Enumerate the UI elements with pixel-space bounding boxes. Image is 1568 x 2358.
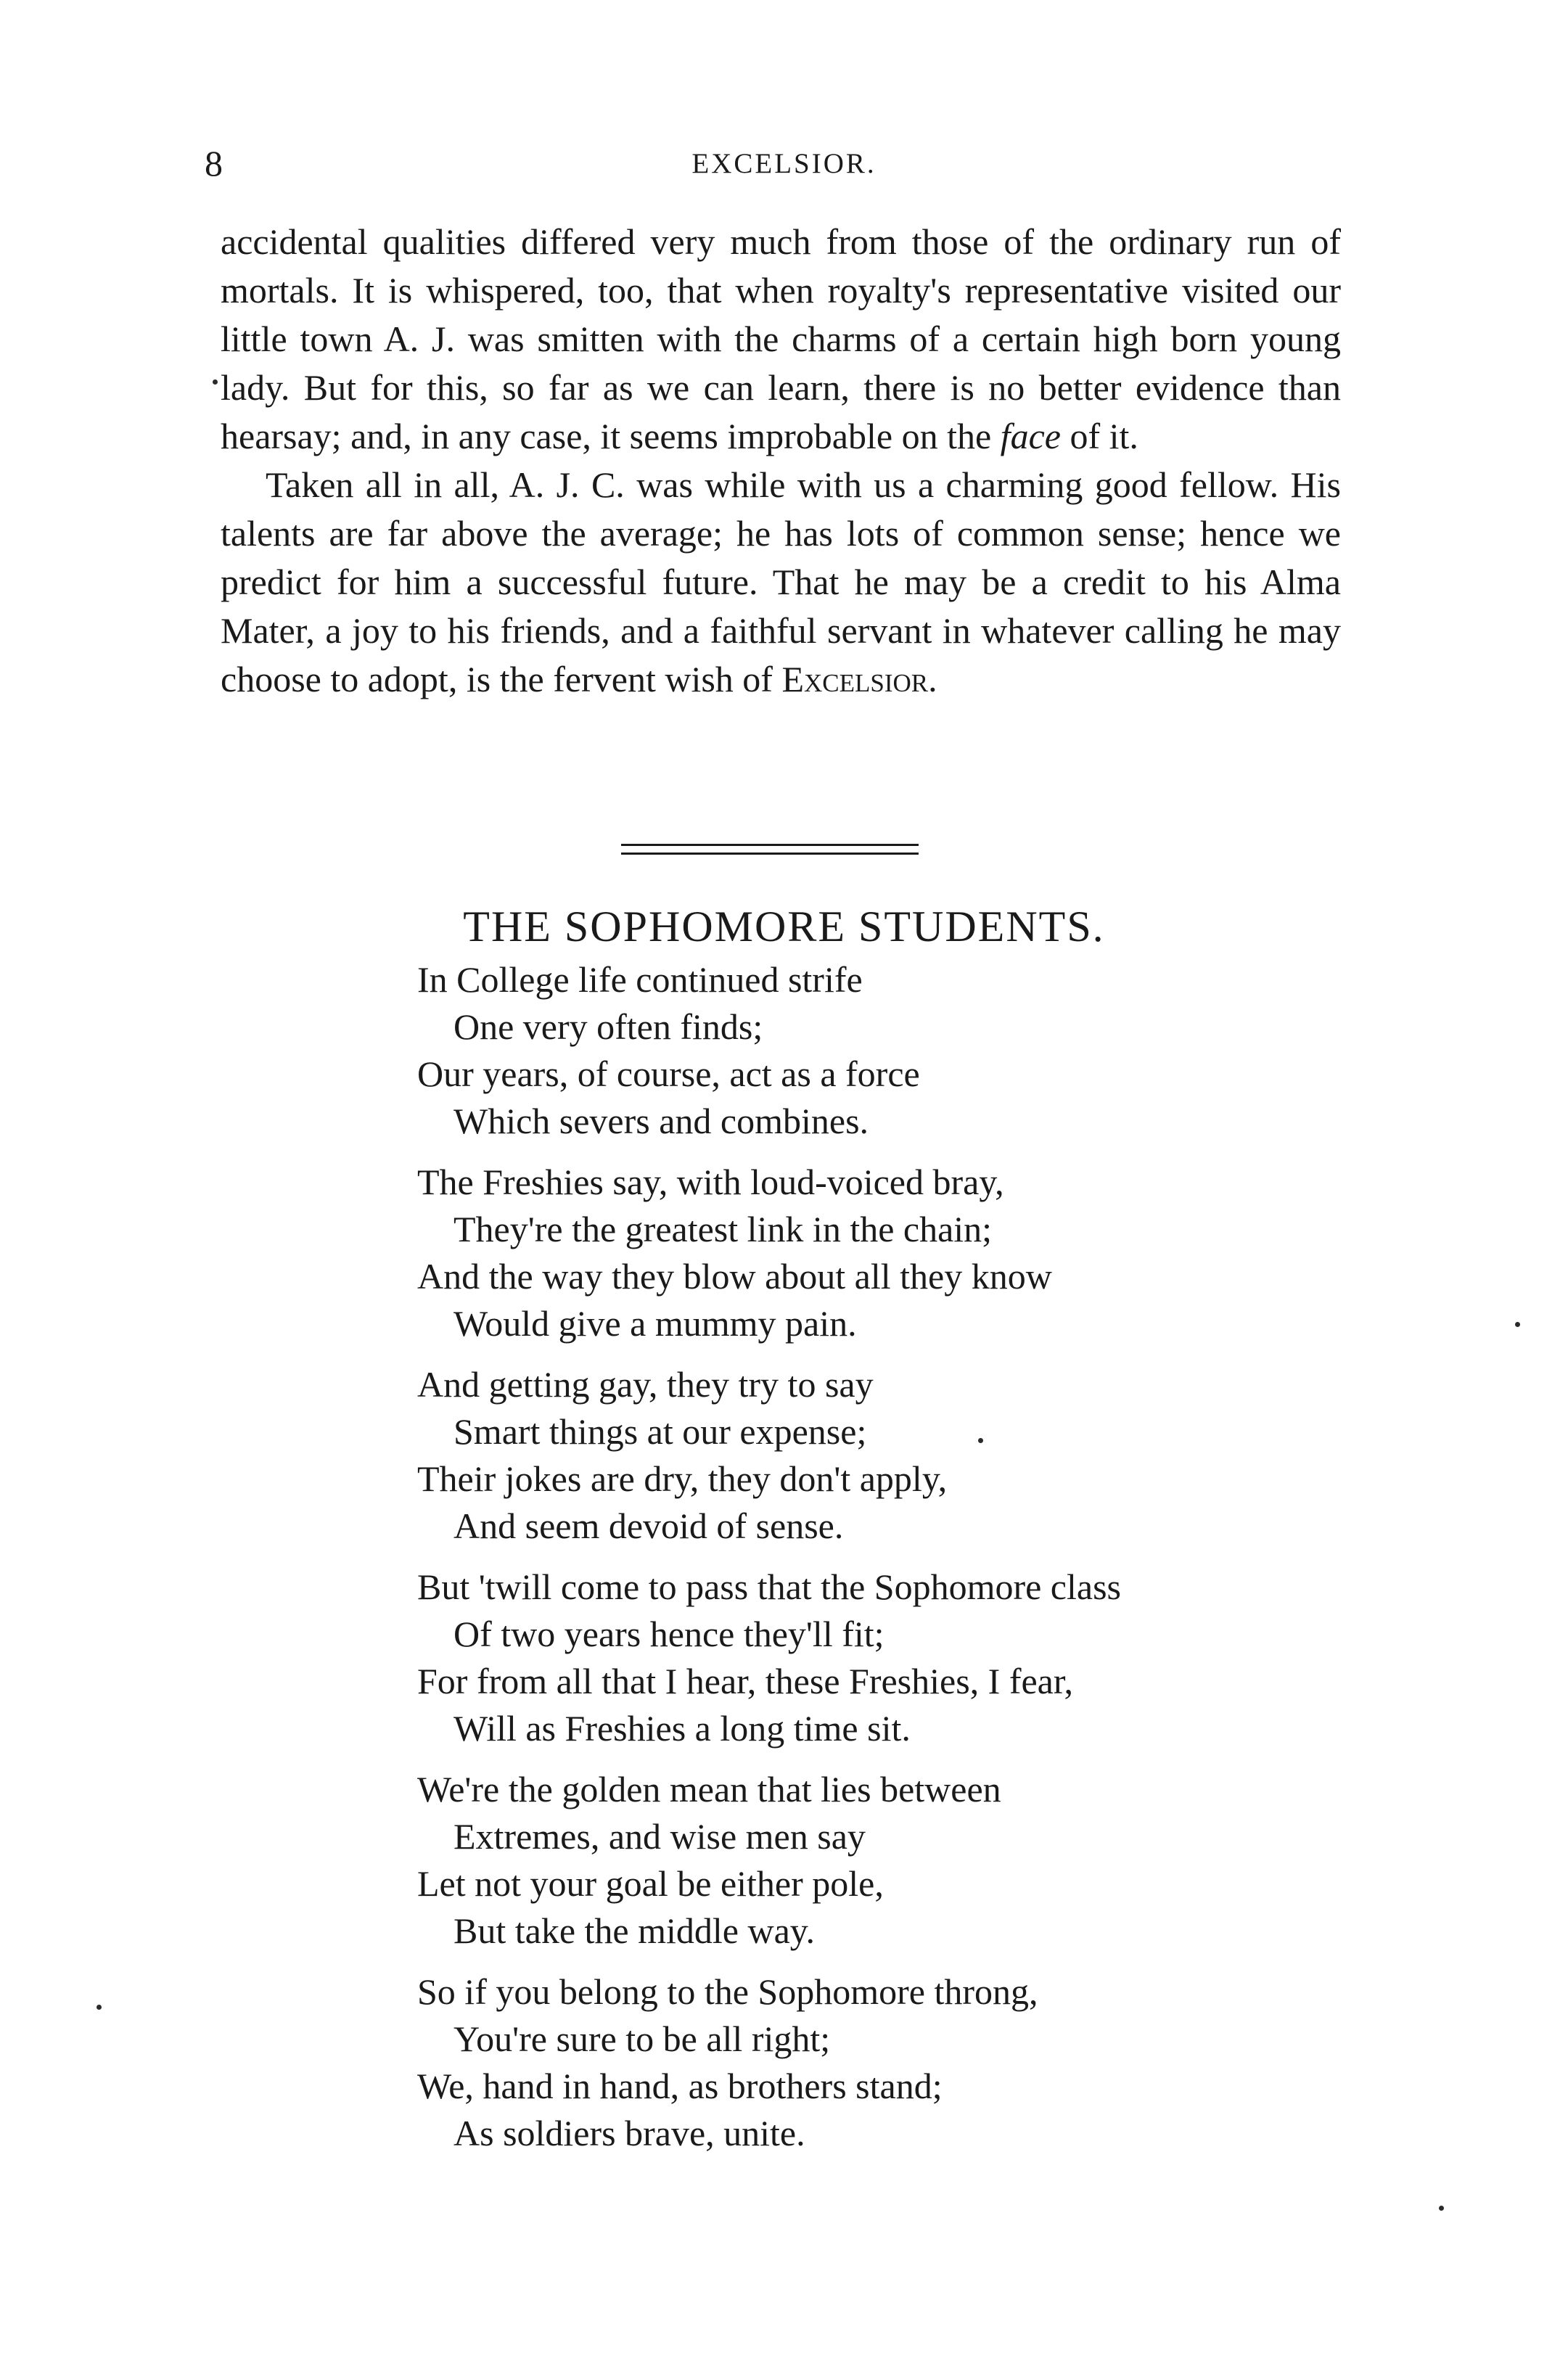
poem-line: And seem devoid of sense. <box>453 1505 844 1546</box>
page-number: 8 <box>205 143 223 184</box>
poem-line: One very often finds; <box>453 1006 763 1047</box>
poem-line: But take the middle way. <box>453 1910 816 1951</box>
poem-line: In College life continued strife <box>417 959 863 1000</box>
poem-title: THE SOPHOMORE STUDENTS. <box>463 903 1105 950</box>
poem-line: As soldiers brave, unite. <box>453 2113 805 2153</box>
poem-line: They're the greatest link in the chain; <box>453 1209 993 1249</box>
article-body <box>221 218 1341 704</box>
poem-line: So if you belong to the Sophomore throng, <box>417 1971 1038 2012</box>
poem-line: Of two years hence they'll fit; <box>453 1614 884 1654</box>
poem-line: Which severs and combines. <box>453 1101 869 1141</box>
stanza-6 <box>417 1968 1433 2157</box>
stanza-1 <box>417 956 1433 1145</box>
stanza-5 <box>417 1766 1433 1955</box>
poem-line: Smart things at our expense; <box>453 1411 867 1452</box>
poem-body <box>417 956 1433 2171</box>
scan-speck <box>978 1438 983 1443</box>
poem-line: The Freshies say, with loud-voiced bray, <box>417 1162 1004 1202</box>
poem-line: You're sure to be all right; <box>453 2018 831 2059</box>
poem-line: And the way they blow about all they know <box>417 1256 1052 1297</box>
poem-line: Would give a mummy pain. <box>453 1303 857 1344</box>
paragraph-1 <box>221 218 1341 461</box>
poem-line: We're the golden mean that lies between <box>417 1769 1001 1809</box>
stanza-2 <box>417 1159 1433 1347</box>
paragraph-1-text: accidental qualities differed very much from those of the ordinary run of mortals. It is whispered, too, that when royalty's representative visited our little town A. J. was smitten with the charms of a certain high born young lady. But for this, so far as we can learn, there is no better evidence than hearsay; and, in any case, it seems improbable on the <box>221 221 1341 456</box>
poem-line: But 'twill come to pass that the Sophomore class <box>417 1566 1121 1607</box>
running-title: EXCELSIOR. <box>691 148 877 179</box>
paragraph-2-end: . <box>928 659 937 699</box>
poem-line: We, hand in hand, as brothers stand; <box>417 2066 943 2106</box>
stanza-4 <box>417 1564 1433 1752</box>
poem-line: Our years, of course, act as a force <box>417 1053 920 1094</box>
poem-line: Will as Freshies a long time sit. <box>453 1708 911 1749</box>
scan-speck <box>1515 1322 1520 1327</box>
poem-line: For from all that I hear, these Freshies, I fear, <box>417 1661 1074 1701</box>
paragraph-2-text: Taken all in all, A. J. C. was while with us a charming good fellow. His talents are far above the average; he has lots of common sense; hence we predict for him a successful future. That he may be a credit to his Alma Mater, a joy to his friends, and a faithful servant in whatever calling he may choose to adopt, is the fervent wish of <box>221 464 1341 699</box>
divider-rule-bottom <box>621 853 919 855</box>
paragraph-2 <box>221 461 1341 704</box>
paragraph-1-end: of it. <box>1060 416 1138 456</box>
paragraph-1-italic: face <box>1000 416 1061 456</box>
poem-line: Let not your goal be either pole, <box>417 1863 884 1904</box>
section-divider <box>621 844 919 855</box>
scan-speck <box>213 379 218 385</box>
scan-speck <box>1439 2206 1444 2211</box>
signature: Excelsior <box>781 659 929 699</box>
stanza-3 <box>417 1361 1433 1550</box>
scan-speck <box>97 2005 102 2010</box>
poem-line: And getting gay, they try to say <box>417 1364 874 1405</box>
poem-line: Extremes, and wise men say <box>453 1816 866 1857</box>
poem-line: Their jokes are dry, they don't apply, <box>417 1458 948 1499</box>
